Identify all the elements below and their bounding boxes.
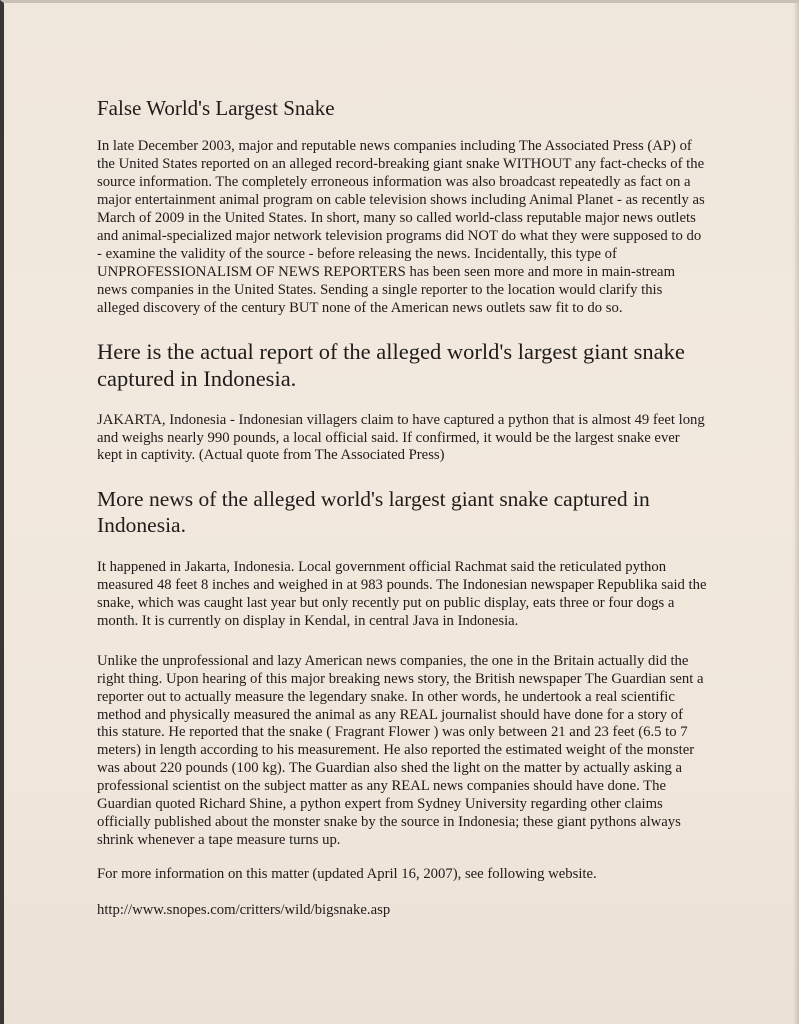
source-url: http://www.snopes.com/critters/wild/bigsnake.asp	[97, 901, 391, 918]
more-news-heading: More news of the alleged world's largest giant snake captured in Indonesia.	[97, 487, 650, 538]
more-info-paragraph: For more information on this matter (updated April 16, 2007), see following website.	[97, 866, 597, 883]
report-heading: Here is the actual report of the alleged world's largest giant snake captured in Indonesia.	[97, 338, 685, 391]
intro-paragraph: In late December 2003, major and reputable news companies including The Associated Press (AP) of the United States reported on an alleged record-breaking giant snake WITHOUT any fact-checks of the source information. The completely erroneous information was also broadcast repeatedly as fact on a major entertainment animal program on cable television shows including Animal Planet - as recently as March of 2009 in the United States. In short, many so called world-class reputable major news outlets and animal-specialized major network television programs did NOT do what they were supposed to do - examine the validity of the source - before releasing the news. Incidentally, this type of UNPROFESSIONALISM OF NEWS REPORTERS has been seen more and more in main-stream news companies in the United States. Sending a single reporter to the location would clarify this alleged discovery of the century BUT none of the American news outlets saw fit to do so.	[97, 138, 705, 316]
guardian-paragraph: Unlike the unprofessional and lazy American news companies, the one in the Britain actually did the right thing. Upon hearing of this major breaking news story, the British newspaper The Guardian sent a reporter out to actually measure the legendary snake. In other words, he undertook a real scientific method and physically measured the animal as any REAL journalist should have done for a story of this stature. He reported that the snake ( Fragrant Flower ) was only between 21 and 23 feet (6.5 to 7 meters) in length according to his measurement. He also reported the estimated weight of the monster was about 220 pounds (100 kg). The Guardian also shed the light on the matter by actually asking a professional scientist on the subject matter as any REAL news companies should have done. The Guardian quoted Richard Shine, a python expert from Sydney University regarding other claims officially published about the monster snake by the source in Indonesia; these giant pythons always shrink whenever a tape measure turns up.	[97, 652, 704, 849]
document-title: False World's Largest Snake	[97, 96, 335, 120]
ap-quote-paragraph: JAKARTA, Indonesia - Indonesian villagers claim to have captured a python that is almost 49 feet long and weighs nearly 990 pounds, a local official said. If confirmed, it would be the largest snake ever kept in captivity. (Actual quote from The Associated Press)	[97, 411, 705, 464]
jakarta-paragraph: It happened in Jakarta, Indonesia. Local government official Rachmat said the reticulated python measured 48 feet 8 inches and weighed in at 983 pounds. The Indonesian newspaper Republika said the snake, which was caught last year but only recently put on public display, eats three or four dogs a month. It is currently on display in Kendal, in central Java in Indonesia.	[97, 558, 707, 629]
document-content	[97, 96, 707, 920]
